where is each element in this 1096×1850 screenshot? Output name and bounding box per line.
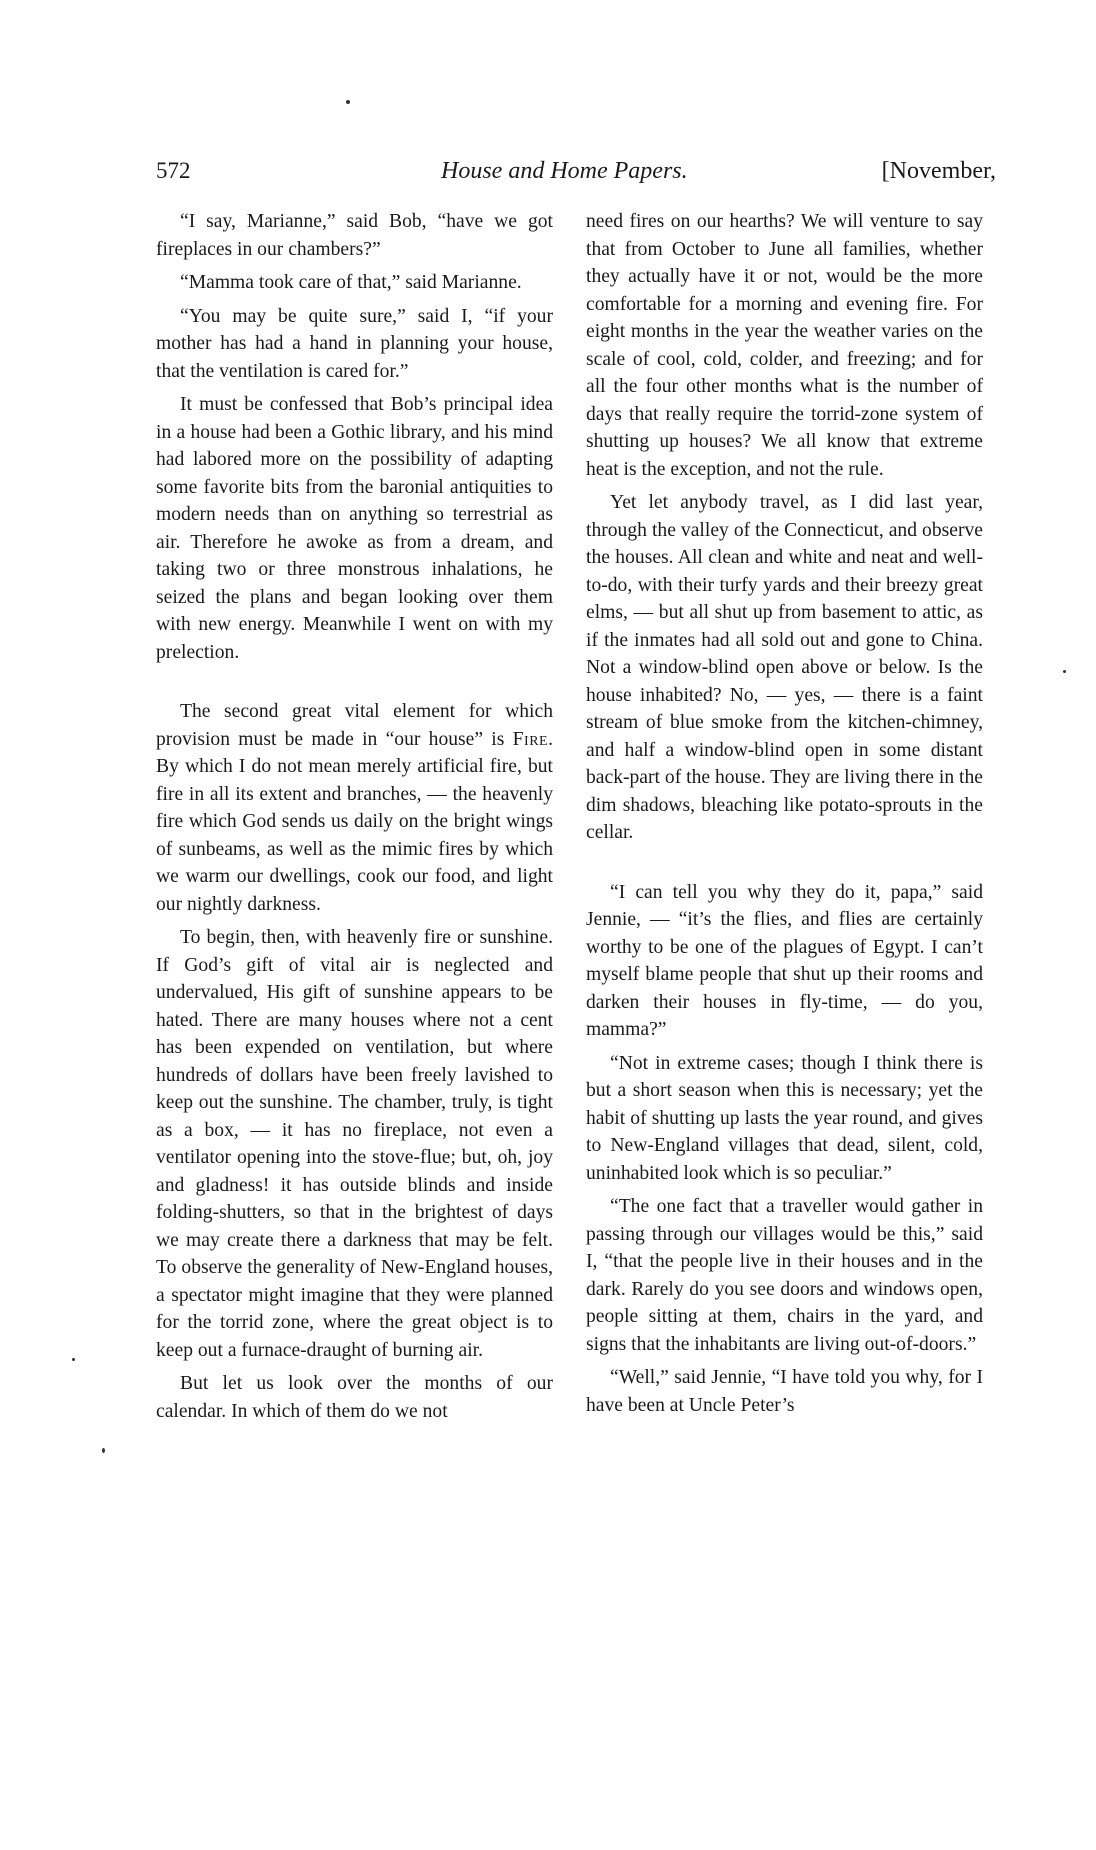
emphasis-fire: Fire [512, 728, 549, 750]
ink-speck [72, 1358, 75, 1361]
page-header [156, 158, 996, 194]
running-month: [November, [881, 158, 996, 184]
ink-speck [102, 1448, 105, 1453]
paragraph: need fires on our hearths? We will venture to say that from October to June all families, whether they actually have it or not, would be the more comfortable for a morning and evening fire. For eight months in the year the weather varies on the scale of cool, cold, colder, and freezing; and for all the four other months what is the number of days that really require the torrid-zone system of shutting up houses? We all know that extreme heat is the exception, and not the rule. [586, 211, 983, 480]
paragraph: “Well,” said Jennie, “I have told you why, for I have been at Uncle Peter’s [586, 1367, 983, 1416]
section-break [156, 672, 553, 698]
paragraph: But let us look over the months of our calendar. In which of them do we not [156, 1373, 553, 1422]
paragraph: “I can tell you why they do it, papa,” said Jennie, — “it’s the flies, and flies are certainly worthy to be one of the plagues of Egypt. I can’t myself blame people that shut up their rooms and darken their houses in fly-time, — do you, mamma?” [586, 881, 983, 1040]
paragraph: It must be confessed that Bob’s principal idea in a house had been a Gothic library, and his mind had labored more on the possibility of adapting some favorite bits from the baronial antiquities to modern needs than on anything so terrestrial as air. Therefore he awoke as from a dream, and taking two or three monstrous inhalations, he seized the plans and began looking over them with new energy. Meanwhile I went on with my prelection. [156, 394, 553, 663]
paragraph: “I say, Marianne,” said Bob, “have we got fireplaces in our chambers?” [156, 211, 553, 260]
left-column [156, 208, 553, 1431]
section-break [586, 853, 983, 879]
paragraph: To begin, then, with heavenly fire or sunshine. If God’s gift of vital air is neglected and undervalued, His gift of sunshine appears to be hated. There are many houses where not a cent has been expended on ventilation, but where hundreds of dollars have been freely lavished to keep out the sunshine. The chamber, truly, is tight as a box, — it has no fireplace, not even a ventilator opening into the stove-flue; but, oh, joy and gladness! it has outside blinds and inside folding-shutters, so that in the brightest of days we may create there a darkness that may be felt. To observe the generality of New-England houses, a spectator might imagine that they were planned for the torrid zone, where the great object is to keep out a furnace-draught of burning air. [156, 927, 553, 1361]
text-run: The second great vital element for which provision must be made in “our house” is [156, 701, 553, 750]
paragraph: “You may be quite sure,” said I, “if your mother has had a hand in planning your house, that the ventilation is cared for.” [156, 305, 553, 382]
running-title: House and Home Papers. [441, 158, 688, 184]
paragraph: “The one fact that a traveller would gather in passing through our villages would be this,” said I, “that the people live in their houses and in the dark. Rarely do you see doors and windows open, people sitting at them, chairs in the yard, and signs that the inhabitants are living out-of-doors.” [586, 1196, 983, 1355]
paragraph: “Mamma took care of that,” said Marianne. [180, 272, 522, 293]
text-run: . By which I do not mean merely artificial fire, but fire in all its extent and branches, — the heavenly fire which God sends us daily on the bright wings of sunbeams, as well as the mimic fires by which we warm our dwellings, cook our food, and light our nightly darkness. [156, 728, 553, 915]
page-number: 572 [156, 158, 191, 183]
paragraph: Yet let anybody travel, as I did last year, through the valley of the Connecticut, and observe the houses. All clean and white and neat and well-to-do, with their turfy yards and their breezy great elms, — but all shut up from basement to attic, as if the inmates had all sold out and gone to China. Not a window-blind open above or below. Is the house inhabited? No, — yes, — there is a faint stream of blue smoke from the kitchen-chimney, and half a window-blind open in some distant back-part of the house. They are living there in the dim shadows, bleaching like potato-sprouts in the cellar. [586, 492, 983, 843]
paragraph: “Not in extreme cases; though I think there is but a short season when this is necessary; yet the habit of shutting up lasts the year round, and gives to New-England villages that dead, silent, cold, uninhabited look which is so peculiar.” [586, 1052, 983, 1184]
ink-speck [346, 100, 350, 104]
right-column [586, 208, 983, 1425]
ink-speck [1063, 670, 1066, 673]
paragraph [156, 698, 553, 918]
